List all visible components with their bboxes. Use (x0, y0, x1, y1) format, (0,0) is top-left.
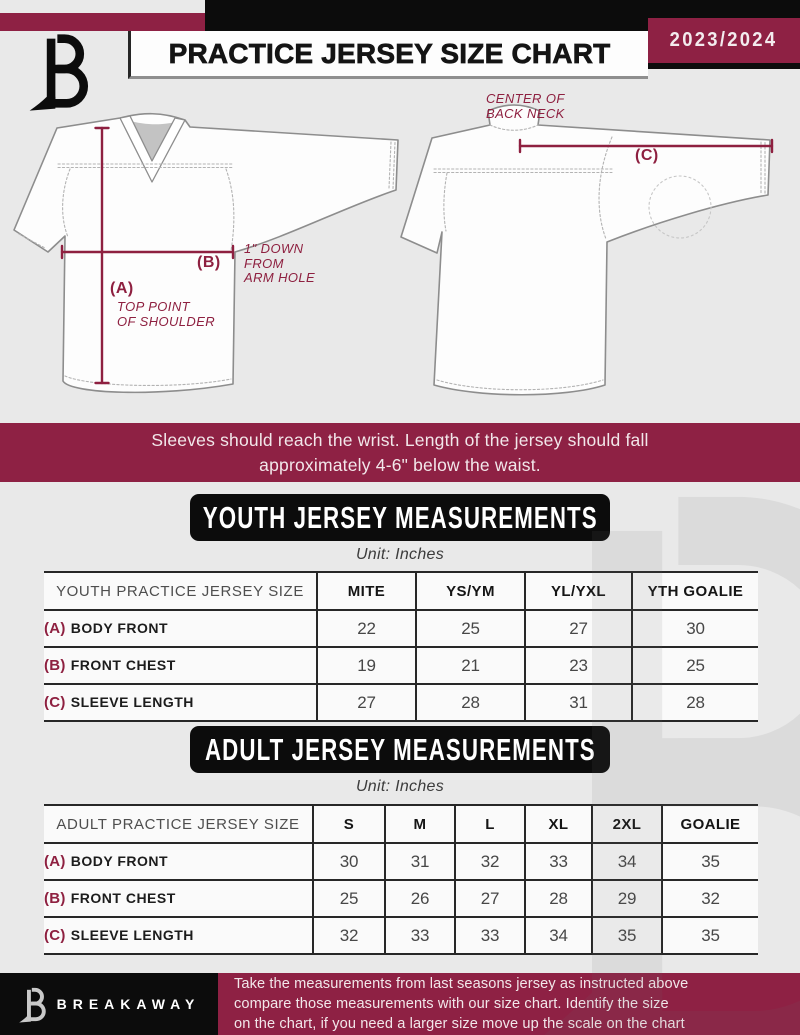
cell-value: 35 (662, 917, 758, 954)
cell-value: 28 (525, 880, 592, 917)
adult-header-row (44, 805, 758, 843)
footer-line-3: on the chart, if you need a larger size move up the scale on the chart (234, 1016, 685, 1032)
youth-unit-label: Unit: Inches (355, 546, 445, 563)
row-key: (B) (44, 889, 66, 907)
cell-value: 26 (385, 880, 455, 917)
measure-a-label: (A) (110, 280, 134, 297)
jersey-diagram-area (0, 85, 800, 425)
column-header-ylyxl: YL/YXL (525, 572, 632, 610)
cell-value: 22 (317, 610, 416, 647)
adult-size-table (44, 804, 758, 955)
cell-value: 25 (313, 880, 385, 917)
center-back-neck-note: CENTER OF BACK NECK (486, 91, 565, 121)
column-header-2xl: 2XL (592, 805, 662, 843)
cell-value: 35 (662, 843, 758, 880)
column-header-mite: MITE (317, 572, 416, 610)
cell-value: 27 (455, 880, 525, 917)
row-label: FRONT CHEST (70, 889, 176, 906)
column-header-l: L (455, 805, 525, 843)
cell-value: 23 (525, 647, 632, 684)
measure-b-label: (B) (197, 254, 221, 271)
cell-value: 27 (525, 610, 632, 647)
row-label: BODY FRONT (70, 852, 169, 869)
notice-line-1: Sleeves should reach the wrist. Length of the jersey should fall (151, 429, 649, 450)
row-key: (A) (44, 619, 66, 637)
row-key: (C) (44, 926, 66, 944)
youth-section-banner (190, 494, 610, 541)
arm-hole-note: 1" DOWN FROM ARM HOLE (244, 241, 316, 285)
cell-value: 32 (313, 917, 385, 954)
row-key: (C) (44, 693, 66, 711)
cell-value: 35 (592, 917, 662, 954)
table-row-front-chest (44, 647, 758, 684)
row-label: BODY FRONT (70, 619, 169, 636)
cell-value: 33 (455, 917, 525, 954)
adult-section-title: ADULT JERSEY MEASUREMENTS (204, 731, 596, 767)
page-title: PRACTICE JERSEY SIZE CHART (168, 37, 611, 69)
back-jersey-drawing (401, 105, 772, 395)
cell-value: 28 (416, 684, 525, 721)
cell-value: 29 (592, 880, 662, 917)
column-header-s: S (313, 805, 385, 843)
footer-line-1: Take the measurements from last seasons jersey as instructed above (234, 976, 689, 992)
column-header-goalie: GOALIE (662, 805, 758, 843)
cell-value: 19 (317, 647, 416, 684)
cell-value: 30 (632, 610, 758, 647)
row-label: FRONT CHEST (70, 656, 176, 673)
table-row-front-chest (44, 880, 758, 917)
youth-section-title: YOUTH JERSEY MEASUREMENTS (202, 499, 598, 535)
column-header-xl: XL (525, 805, 592, 843)
row-key: (A) (44, 852, 66, 870)
season-label: 2023/2024 (670, 29, 778, 51)
cell-value: 34 (592, 843, 662, 880)
footer-instructions-panel (218, 973, 800, 1035)
cell-value: 31 (385, 843, 455, 880)
column-header-yth-goalie: YTH GOALIE (632, 572, 758, 610)
table-row-body-front (44, 843, 758, 880)
row-label: SLEEVE LENGTH (70, 693, 194, 710)
header-maroon-strip (0, 13, 205, 31)
row-key: (B) (44, 656, 66, 674)
cell-value: 32 (662, 880, 758, 917)
adult-table-title: ADULT PRACTICE JERSEY SIZE (44, 805, 313, 843)
footer-brand-panel (0, 973, 218, 1035)
row-label: SLEEVE LENGTH (70, 926, 194, 943)
adult-unit-label: Unit: Inches (355, 778, 445, 795)
notice-line-2: approximately 4-6" below the waist. (259, 454, 541, 475)
youth-size-table (44, 571, 758, 722)
fit-notice-banner (0, 423, 800, 482)
cell-value: 28 (632, 684, 758, 721)
table-row-sleeve-length (44, 917, 758, 954)
cell-value: 25 (416, 610, 525, 647)
cell-value: 33 (525, 843, 592, 880)
cell-value: 34 (525, 917, 592, 954)
season-badge (648, 18, 800, 63)
column-header-ysym: YS/YM (416, 572, 525, 610)
table-row-sleeve-length (44, 684, 758, 721)
cell-value: 33 (385, 917, 455, 954)
cell-value: 30 (313, 843, 385, 880)
page-title-box (128, 31, 648, 79)
footer-line-2: compare those measurements with our size chart. Identify the size (234, 996, 669, 1012)
breakaway-monogram-icon (18, 986, 48, 1023)
youth-table-title: YOUTH PRACTICE JERSEY SIZE (44, 572, 317, 610)
brand-name: BREAKAWAY (56, 996, 201, 1012)
column-header-m: M (385, 805, 455, 843)
cell-value: 21 (416, 647, 525, 684)
table-row-body-front (44, 610, 758, 647)
top-of-shoulder-note: TOP POINT OF SHOULDER (117, 299, 216, 329)
measure-c-label: (C) (635, 147, 659, 164)
cell-value: 27 (317, 684, 416, 721)
youth-header-row (44, 572, 758, 610)
jersey-line-art (0, 85, 800, 425)
cell-value: 25 (632, 647, 758, 684)
adult-section-banner (190, 726, 610, 773)
cell-value: 31 (525, 684, 632, 721)
cell-value: 32 (455, 843, 525, 880)
